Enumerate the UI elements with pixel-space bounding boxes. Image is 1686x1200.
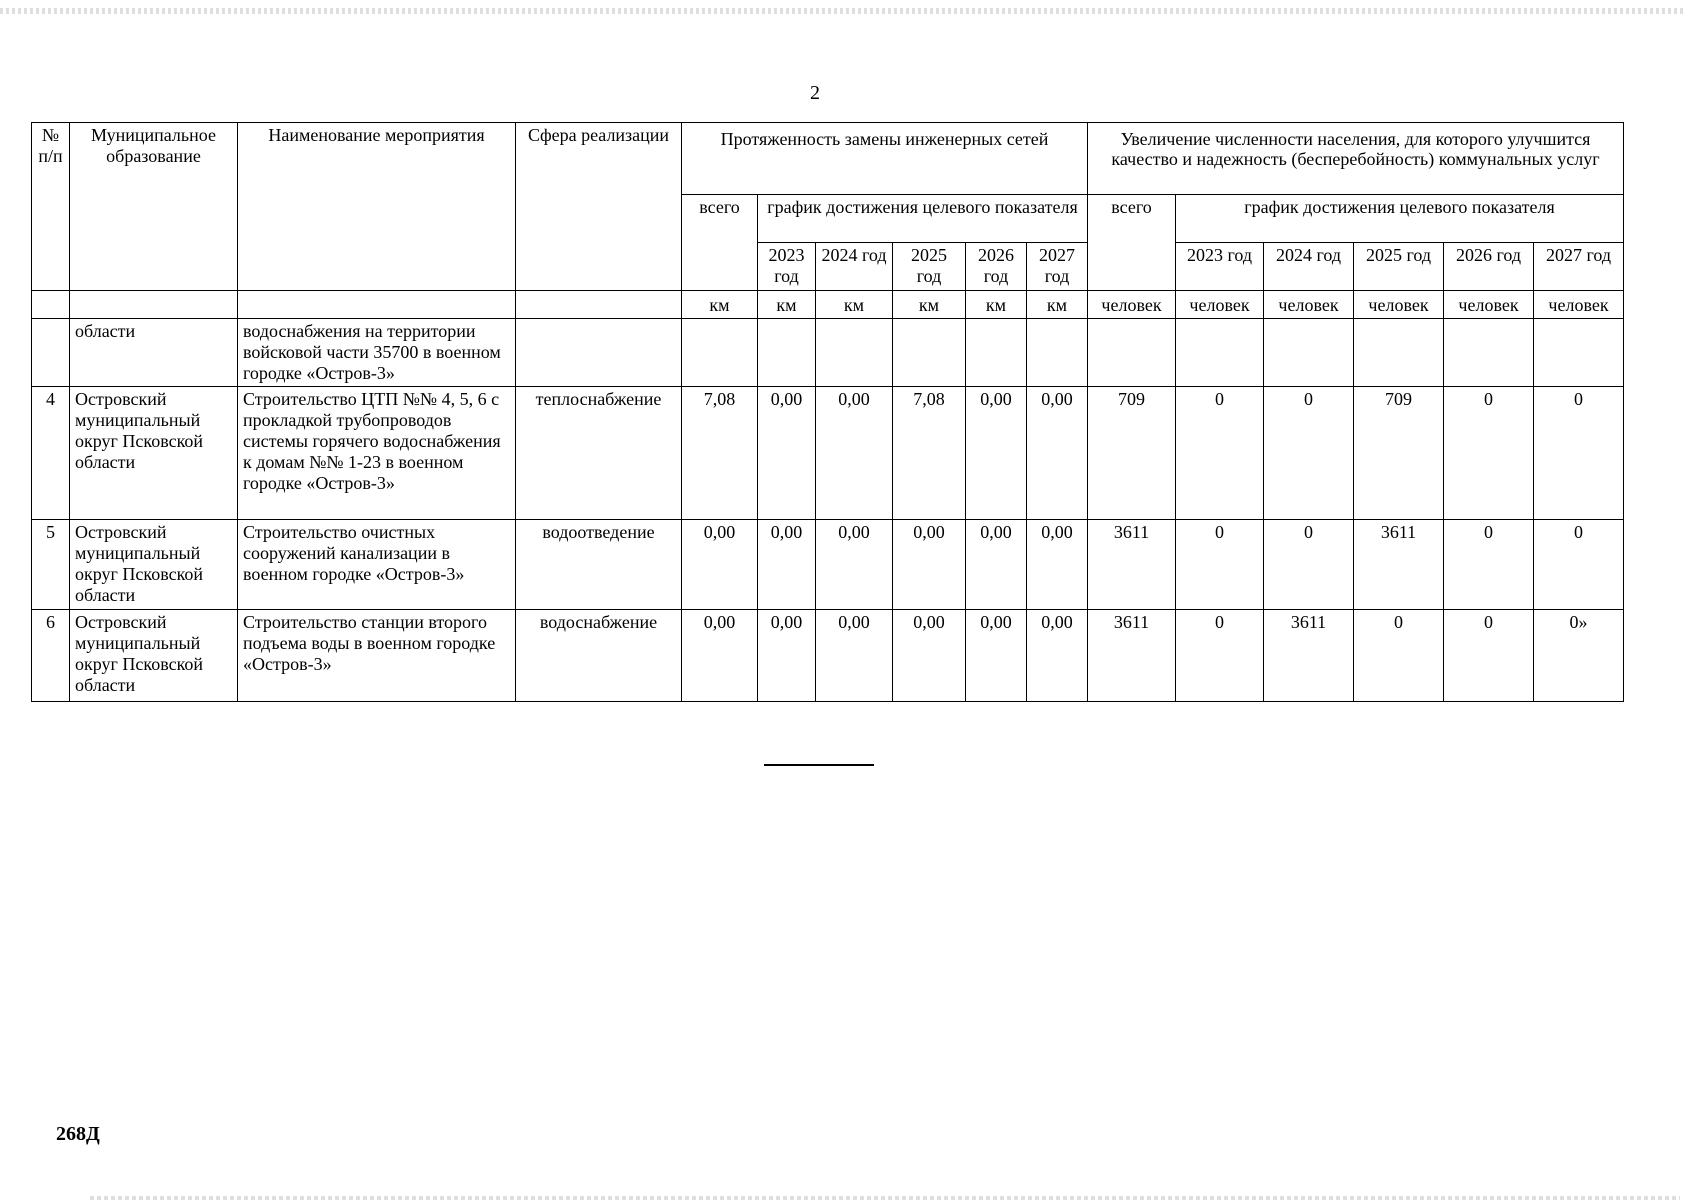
header-km-year: 2024 год [816, 243, 893, 291]
row-km-2026: 0,00 [966, 387, 1027, 520]
header-km-year: 2025 год [893, 243, 966, 291]
row-people-2026 [1444, 319, 1534, 387]
unit-km: км [816, 291, 893, 319]
closing-rule [764, 764, 874, 766]
row-event: водоснабжения на территории войсковой части 35700 в военном городке «Остров-3» [238, 319, 516, 387]
row-people-2025: 3611 [1354, 520, 1444, 610]
row-km-2025: 7,08 [893, 387, 966, 520]
header-row-1 [32, 123, 1624, 195]
row-km-2026 [966, 319, 1027, 387]
row-sphere [516, 319, 682, 387]
row-people-2027: 0 [1534, 520, 1624, 610]
row-event: Строительство очистных сооружений канализации в военном городке «Остров-3» [238, 520, 516, 610]
row-km-total: 0,00 [682, 610, 758, 702]
row-km-2024: 0,00 [816, 387, 893, 520]
row-km-2026: 0,00 [966, 520, 1027, 610]
row-people-2026: 0 [1444, 520, 1534, 610]
row-people-2027 [1534, 319, 1624, 387]
header-people-year: 2023 год [1176, 243, 1264, 291]
header-length-group: Протяженность замены инженерных сетей [682, 123, 1088, 195]
row-people-2023: 0 [1176, 610, 1264, 702]
row-municipality: области [70, 319, 238, 387]
header-population-group: Увеличение численности населения, для которого улучшится качество и надежность (бесперебойность) коммунальных услуг [1088, 123, 1624, 195]
header-municipality: Муниципальное образование [70, 123, 238, 291]
table-row [32, 520, 1624, 610]
unit-people: человек [1264, 291, 1354, 319]
unit-empty [516, 291, 682, 319]
row-km-2023 [758, 319, 816, 387]
header-people-schedule: график достижения целевого показателя [1176, 195, 1624, 243]
header-km-year: 2027 год [1027, 243, 1088, 291]
row-km-total: 7,08 [682, 387, 758, 520]
row-people-2026: 0 [1444, 610, 1534, 702]
row-sphere: теплоснабжение [516, 387, 682, 520]
row-km-total: 0,00 [682, 520, 758, 610]
unit-people: человек [1444, 291, 1534, 319]
unit-people: человек [1354, 291, 1444, 319]
row-municipality: Островский муниципальный округ Псковской области [70, 610, 238, 702]
row-people-2025 [1354, 319, 1444, 387]
row-km-2025: 0,00 [893, 610, 966, 702]
row-sphere: водоотведение [516, 520, 682, 610]
row-people-total: 709 [1088, 387, 1176, 520]
unit-km: км [758, 291, 816, 319]
row-km-2023: 0,00 [758, 610, 816, 702]
header-people-year: 2025 год [1354, 243, 1444, 291]
units-row [32, 291, 1624, 319]
row-km-2023: 0,00 [758, 387, 816, 520]
header-num: № п/п [32, 123, 70, 291]
row-people-2024 [1264, 319, 1354, 387]
row-num: 4 [32, 387, 70, 520]
row-km-2027 [1027, 319, 1088, 387]
page-number: 2 [810, 82, 820, 104]
row-km-2023: 0,00 [758, 520, 816, 610]
row-km-2024: 0,00 [816, 610, 893, 702]
row-people-2025: 709 [1354, 387, 1444, 520]
row-sphere: водоснабжение [516, 610, 682, 702]
row-people-2025: 0 [1354, 610, 1444, 702]
header-km-schedule: график достижения целевого показателя [758, 195, 1088, 243]
row-people-total: 3611 [1088, 610, 1176, 702]
header-sphere: Сфера реализации [516, 123, 682, 291]
row-people-2023: 0 [1176, 520, 1264, 610]
row-people-total [1088, 319, 1176, 387]
scan-edge-top [0, 8, 1686, 14]
header-people-year: 2024 год [1264, 243, 1354, 291]
unit-km: км [893, 291, 966, 319]
row-km-2027: 0,00 [1027, 520, 1088, 610]
row-municipality: Островский муниципальный округ Псковской области [70, 520, 238, 610]
row-people-2023: 0 [1176, 387, 1264, 520]
unit-empty [238, 291, 516, 319]
row-km-2027: 0,00 [1027, 387, 1088, 520]
document-code: 268Д [56, 1123, 100, 1145]
row-event: Строительство станции второго подъема воды в военном городке «Остров-3» [238, 610, 516, 702]
unit-empty [70, 291, 238, 319]
row-people-2026: 0 [1444, 387, 1534, 520]
row-people-total: 3611 [1088, 520, 1176, 610]
unit-people: человек [1088, 291, 1176, 319]
header-people-total: всего [1088, 195, 1176, 291]
header-event: Наименование мероприятия [238, 123, 516, 291]
header-km-year: 2026 год [966, 243, 1027, 291]
infrastructure-table [31, 122, 1624, 702]
unit-people: человек [1176, 291, 1264, 319]
row-people-2024: 0 [1264, 520, 1354, 610]
row-people-2027: 0 [1534, 387, 1624, 520]
row-km-2027: 0,00 [1027, 610, 1088, 702]
row-people-2024: 0 [1264, 387, 1354, 520]
row-num: 6 [32, 610, 70, 702]
unit-km: км [1027, 291, 1088, 319]
row-municipality: Островский муниципальный округ Псковской области [70, 387, 238, 520]
header-km-year: 2023 год [758, 243, 816, 291]
table-row [32, 319, 1624, 387]
row-people-2024: 3611 [1264, 610, 1354, 702]
table-row [32, 387, 1624, 520]
unit-km: км [966, 291, 1027, 319]
header-people-year: 2027 год [1534, 243, 1624, 291]
table-row [32, 610, 1624, 702]
header-people-year: 2026 год [1444, 243, 1534, 291]
row-km-2025: 0,00 [893, 520, 966, 610]
row-km-2026: 0,00 [966, 610, 1027, 702]
row-num [32, 319, 70, 387]
row-event: Строительство ЦТП №№ 4, 5, 6 с прокладкой трубопроводов системы горячего водоснабжения к домам №№ 1-23 в военном городке «Остров-3» [238, 387, 516, 520]
row-km-2024: 0,00 [816, 520, 893, 610]
row-km-2024 [816, 319, 893, 387]
unit-km: км [682, 291, 758, 319]
row-num: 5 [32, 520, 70, 610]
scan-edge-bottom [90, 1196, 1680, 1200]
header-km-total: всего [682, 195, 758, 291]
unit-people: человек [1534, 291, 1624, 319]
unit-empty [32, 291, 70, 319]
row-km-total [682, 319, 758, 387]
row-km-2025 [893, 319, 966, 387]
row-people-2027: 0» [1534, 610, 1624, 702]
row-people-2023 [1176, 319, 1264, 387]
